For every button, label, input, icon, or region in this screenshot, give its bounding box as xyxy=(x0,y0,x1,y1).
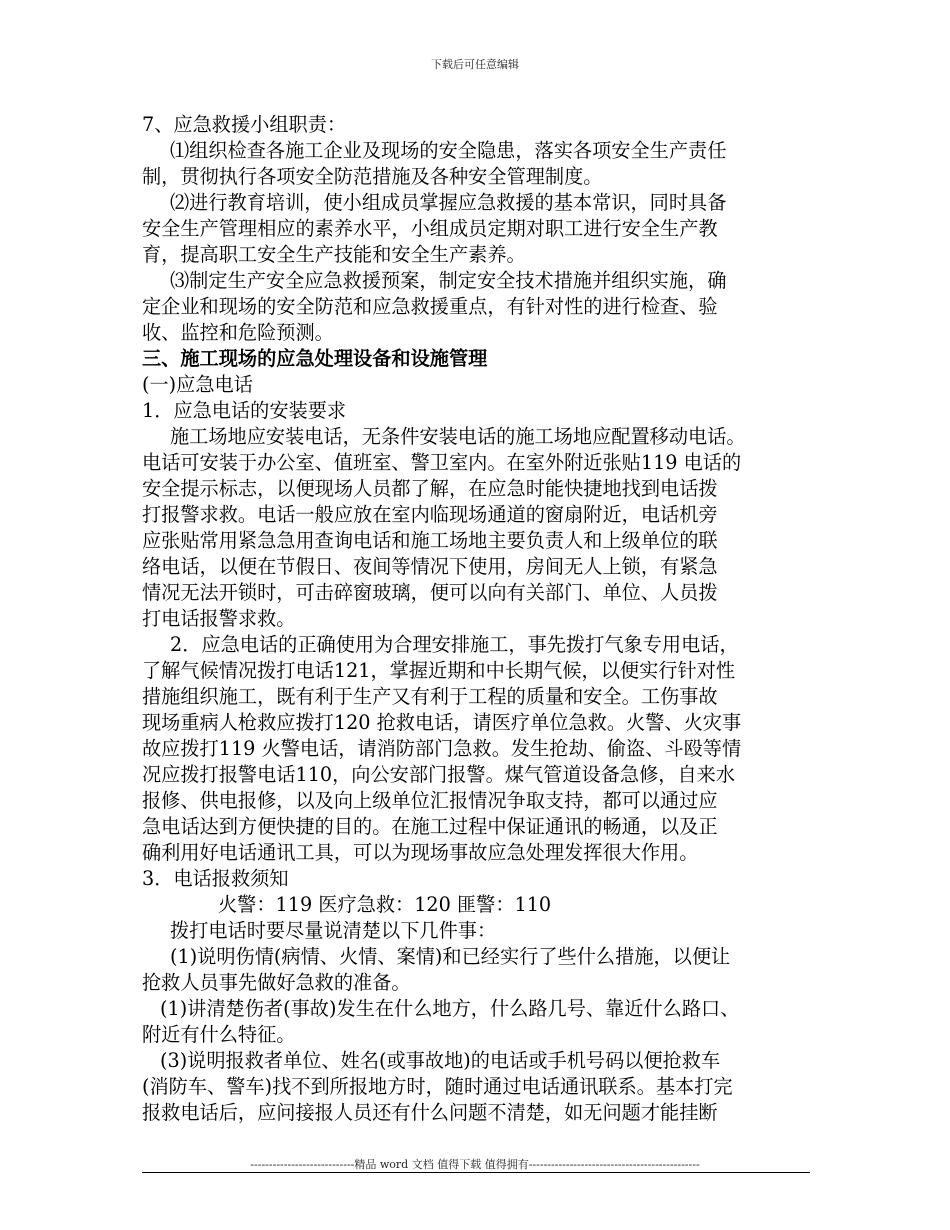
text-line: 电话可安装于办公室、值班室、警卫室内。在室外附近张贴119 电话的 xyxy=(142,451,742,474)
text-line: (消防车、警车)找不到所报地方时，随时通过电话通讯联系。基本打完 xyxy=(142,1075,733,1098)
text-line: 打报警求救。电话一般应放在室内临现场通道的窗扇附近，电话机旁 xyxy=(142,503,718,526)
text-line: 报修、供电报修，以及向上级单位汇报情况争取支持，都可以通过应 xyxy=(142,789,718,812)
text-line: 定企业和现场的安全防范和应急救援重点，有针对性的进行检查、验 xyxy=(142,295,718,318)
text-line: 抢救人员事先做好急救的准备。 xyxy=(142,971,411,994)
text-line: 1．应急电话的安装要求 xyxy=(142,399,347,422)
text-line: 施工场地应安装电话，无条件安装电话的施工场地应配置移动电话。 xyxy=(170,425,746,448)
text-line: 安全提示标志，以便现场人员都了解，在应急时能快捷地找到电话拨 xyxy=(142,477,718,500)
document-body xyxy=(142,112,822,1126)
text-line: 了解气候情况拨打电话121，掌握近期和中长期气候，以便实行针对性 xyxy=(142,659,736,682)
page-header-note: 下载后可任意编辑 xyxy=(431,58,519,71)
text-line: (一)应急电话 xyxy=(142,373,253,396)
text-line: 应张贴常用紧急急用查询电话和施工场地主要负责人和上级单位的联 xyxy=(142,529,718,552)
text-line: 措施组织施工，既有利于生产又有利于工程的质量和安全。工伤事故 xyxy=(142,685,718,708)
text-line: ⑶制定生产安全应急救援预案，制定安全技术措施并组织实施，确 xyxy=(170,269,727,292)
text-line: 附近有什么特征。 xyxy=(142,1023,296,1046)
text-line: 7、应急救援小组职责： xyxy=(142,113,347,136)
text-line: (1)讲清楚伤者(事故)发生在什么地方，什么路几号、靠近什么路口、 xyxy=(160,997,740,1020)
text-line: 打电话报警求救。 xyxy=(142,607,296,630)
text-line: 络电话，以便在节假日、夜间等情况下使用，房间无人上锁，有紧急 xyxy=(142,555,718,578)
section-heading: 三、施工现场的应急处理设备和设施管理 xyxy=(142,347,488,370)
text-line: 确利用好电话通讯工具，可以为现场事故应急处理发挥很大作用。 xyxy=(142,841,699,864)
text-line: 3．电话报救须知 xyxy=(142,867,289,890)
footer-rule xyxy=(142,1172,810,1173)
text-line: 收、监控和危险预测。 xyxy=(142,321,334,344)
text-line: 现场重病人枪救应拨打120 抢救电话，请医疗单位急救。火警、火灾事 xyxy=(142,711,742,734)
text-line: 况应拨打报警电话110，向公安部门报警。煤气管道设备急修，自来水 xyxy=(142,763,736,786)
text-line: 情况无法开锁时，可击碎窗玻璃，便可以向有关部门、单位、人员拨 xyxy=(142,581,718,604)
text-line: (1)说明伤情(病情、火情、案情)和已经实行了些什么措施，以便让 xyxy=(170,945,731,968)
page-footer-note: ----------------------------精品 word 文档 值得下载 值得拥有---------------------------------------------- xyxy=(250,1158,700,1171)
text-line: 安全生产管理相应的素养水平，小组成员定期对职工进行安全生产教 xyxy=(142,217,718,240)
text-line: ⑴组织检查各施工企业及现场的安全隐患，落实各项安全生产责任 xyxy=(170,139,727,162)
text-line: 故应拨打119 火警电话，请消防部门急救。发生抢劫、偷盗、斗殴等情 xyxy=(142,737,742,760)
text-line: (3)说明报救者单位、姓名(或事故地)的电话或手机号码以便抢救车 xyxy=(160,1049,721,1072)
text-line: 急电话达到方便快捷的目的。在施工过程中保证通讯的畅通，以及正 xyxy=(142,815,718,838)
text-line: 育，提高职工安全生产技能和安全生产素养。 xyxy=(142,243,526,266)
text-line: 拨打电话时要尽量说清楚以下几件事： xyxy=(170,919,497,942)
text-line: 制，贯彻执行各项安全防范措施及各种安全管理制度。 xyxy=(142,165,603,188)
text-line: 火警：119 医疗急救：120 匪警：110 xyxy=(218,893,552,916)
text-line: 2．应急电话的正确使用为合理安排施工，事先拨打气象专用电话， xyxy=(170,633,739,656)
text-line: ⑵进行教育培训，使小组成员掌握应急救援的基本常识，同时具备 xyxy=(170,191,727,214)
text-line: 报救电话后，应问接报人员还有什么问题不清楚，如无问题才能挂断 xyxy=(142,1101,718,1124)
